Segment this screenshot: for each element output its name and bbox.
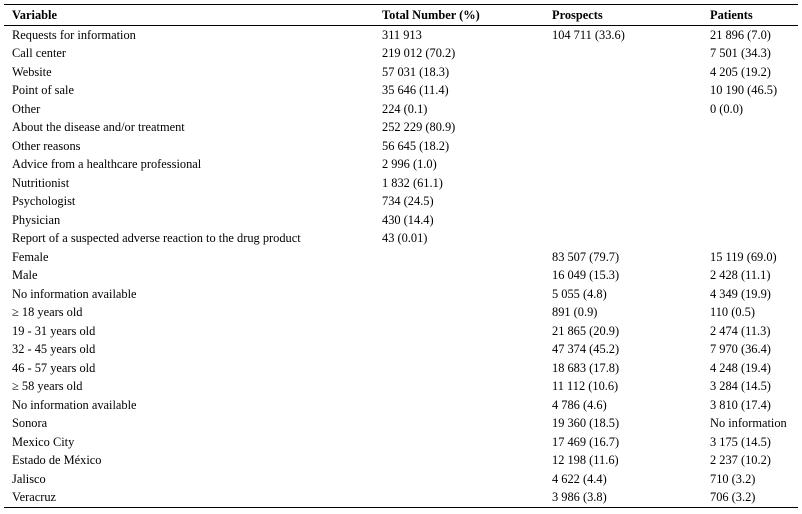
table-row bbox=[4, 414, 798, 433]
prospects-cell: 16 049 (15.3) bbox=[552, 268, 620, 282]
table-row bbox=[4, 100, 798, 119]
prospects-cell bbox=[544, 229, 702, 248]
prospects-cell bbox=[544, 118, 702, 137]
table-row bbox=[4, 81, 798, 100]
table-row bbox=[4, 44, 798, 63]
table-row bbox=[4, 25, 798, 44]
total-number-cell: 252 229 (80.9) bbox=[382, 120, 456, 134]
total-number-cell: 1 832 (61.1) bbox=[382, 175, 443, 190]
patients-cell: 2 474 (11.3) bbox=[710, 323, 771, 338]
prospects-cell: 19 360 (18.5) bbox=[552, 416, 620, 430]
table-row bbox=[4, 470, 798, 489]
variable-cell: Jalisco bbox=[12, 471, 46, 486]
prospects-cell bbox=[544, 137, 702, 156]
header-total-number: Total Number (%) bbox=[374, 5, 544, 26]
prospects-cell: 83 507 (79.7) bbox=[552, 249, 620, 264]
prospects-cell: 5 055 (4.8) bbox=[552, 286, 607, 301]
total-number-cell: 2 996 (1.0) bbox=[382, 157, 437, 171]
table-row bbox=[4, 451, 798, 470]
variable-cell: Male bbox=[12, 268, 38, 282]
total-number-cell bbox=[374, 433, 544, 452]
patients-cell bbox=[702, 137, 798, 156]
patients-cell: 3 284 (14.5) bbox=[710, 379, 771, 393]
table-row bbox=[4, 322, 798, 341]
total-number-cell: 43 (0.01) bbox=[382, 231, 428, 245]
patients-cell: 4 248 (19.4) bbox=[710, 360, 771, 375]
total-number-cell bbox=[374, 266, 544, 285]
header-variable: Variable bbox=[4, 5, 374, 26]
patients-cell: 710 (3.2) bbox=[710, 471, 756, 486]
patients-cell: 4 349 (19.9) bbox=[710, 286, 771, 301]
variable-cell: Requests for information bbox=[12, 27, 136, 42]
prospects-cell bbox=[544, 192, 702, 211]
variable-cell: Estado de México bbox=[12, 453, 102, 467]
prospects-cell: 18 683 (17.8) bbox=[552, 360, 620, 375]
variable-cell: 19 - 31 years old bbox=[12, 323, 96, 338]
total-number-cell bbox=[374, 451, 544, 470]
table-row bbox=[4, 137, 798, 156]
table-row bbox=[4, 155, 798, 174]
variable-cell: Other reasons bbox=[12, 138, 81, 153]
variable-cell: Advice from a healthcare professional bbox=[12, 157, 202, 171]
patients-cell bbox=[702, 229, 798, 248]
table-row bbox=[4, 488, 798, 507]
patients-cell: 7 501 (34.3) bbox=[710, 46, 771, 60]
patients-cell bbox=[702, 192, 798, 211]
total-number-cell: 734 (24.5) bbox=[382, 194, 434, 208]
total-number-cell bbox=[374, 285, 544, 304]
variable-cell: About the disease and/or treatment bbox=[12, 120, 185, 134]
header-patients: Patients bbox=[702, 5, 798, 26]
prospects-cell: 4 786 (4.6) bbox=[552, 397, 607, 412]
prospects-cell: 17 469 (16.7) bbox=[552, 434, 620, 449]
total-number-cell bbox=[374, 359, 544, 378]
table-row bbox=[4, 396, 798, 415]
variable-cell: ≥ 18 years old bbox=[12, 305, 83, 319]
patients-cell: 21 896 (7.0) bbox=[710, 27, 771, 42]
patients-cell: 7 970 (36.4) bbox=[710, 342, 771, 356]
total-number-cell: 311 913 bbox=[382, 27, 422, 42]
patients-cell: 2 428 (11.1) bbox=[710, 268, 771, 282]
table-row bbox=[4, 340, 798, 359]
variable-cell: ≥ 58 years old bbox=[12, 379, 83, 393]
header-prospects: Prospects bbox=[544, 5, 702, 26]
prospects-cell bbox=[544, 174, 702, 193]
variable-cell: Sonora bbox=[12, 416, 48, 430]
prospects-cell bbox=[544, 81, 702, 100]
total-number-cell: 224 (0.1) bbox=[382, 101, 428, 116]
patients-cell bbox=[702, 155, 798, 174]
prospects-cell: 891 (0.9) bbox=[552, 305, 598, 319]
patients-cell: 4 205 (19.2) bbox=[710, 64, 771, 79]
variable-cell: Veracruz bbox=[4, 488, 374, 507]
total-number-cell: 219 012 (70.2) bbox=[382, 46, 456, 60]
table-row bbox=[4, 229, 798, 248]
table-row bbox=[4, 433, 798, 452]
variable-cell: Website bbox=[12, 64, 52, 79]
patients-cell: No information bbox=[710, 416, 787, 430]
variable-cell: Mexico City bbox=[12, 434, 75, 449]
table-row bbox=[4, 303, 798, 322]
total-number-cell bbox=[374, 322, 544, 341]
variable-cell: 32 - 45 years old bbox=[12, 342, 96, 356]
total-number-cell bbox=[374, 340, 544, 359]
total-number-cell bbox=[374, 488, 544, 507]
patients-cell bbox=[702, 118, 798, 137]
total-number-cell: 35 646 (11.4) bbox=[382, 83, 449, 97]
total-number-cell bbox=[374, 303, 544, 322]
table-row bbox=[4, 285, 798, 304]
table-row bbox=[4, 118, 798, 137]
prospects-cell: 3 986 (3.8) bbox=[544, 488, 702, 507]
table-row bbox=[4, 211, 798, 230]
table-body bbox=[4, 25, 798, 507]
prospects-cell: 12 198 (11.6) bbox=[552, 453, 619, 467]
total-number-cell bbox=[374, 470, 544, 489]
table-row bbox=[4, 266, 798, 285]
variable-cell: Point of sale bbox=[12, 83, 74, 97]
total-number-cell: 57 031 (18.3) bbox=[382, 64, 450, 79]
table-row bbox=[4, 377, 798, 396]
patients-cell: 110 (0.5) bbox=[710, 305, 755, 319]
prospects-cell: 104 711 (33.6) bbox=[552, 27, 625, 42]
patients-cell: 10 190 (46.5) bbox=[710, 83, 778, 97]
prospects-cell bbox=[544, 155, 702, 174]
table-row bbox=[4, 248, 798, 267]
table-row bbox=[4, 359, 798, 378]
patients-cell bbox=[702, 211, 798, 230]
variable-cell: Female bbox=[12, 249, 49, 264]
total-number-cell bbox=[374, 396, 544, 415]
variable-cell: Other bbox=[12, 101, 41, 116]
patients-cell bbox=[702, 174, 798, 193]
prospects-cell bbox=[544, 44, 702, 63]
total-number-cell: 56 645 (18.2) bbox=[382, 138, 450, 153]
table-row bbox=[4, 174, 798, 193]
variable-cell: Nutritionist bbox=[12, 175, 70, 190]
prospects-cell: 47 374 (45.2) bbox=[552, 342, 620, 356]
data-table bbox=[4, 4, 798, 508]
patients-cell: 0 (0.0) bbox=[710, 101, 744, 116]
prospects-cell bbox=[544, 63, 702, 82]
variable-cell: No information available bbox=[12, 397, 137, 412]
data-table-container bbox=[4, 4, 798, 508]
variable-cell: Report of a suspected adverse reaction to the drug product bbox=[12, 231, 301, 245]
patients-cell: 15 119 (69.0) bbox=[710, 249, 777, 264]
prospects-cell: 4 622 (4.4) bbox=[552, 471, 607, 486]
variable-cell: No information available bbox=[12, 286, 137, 301]
prospects-cell bbox=[544, 100, 702, 119]
table-header bbox=[4, 5, 798, 26]
variable-cell: Psychologist bbox=[12, 194, 76, 208]
prospects-cell: 21 865 (20.9) bbox=[552, 323, 620, 338]
header-row bbox=[4, 5, 798, 26]
total-number-cell bbox=[374, 414, 544, 433]
variable-cell: Physician bbox=[12, 212, 61, 227]
prospects-cell bbox=[544, 211, 702, 230]
patients-cell: 3 810 (17.4) bbox=[710, 397, 771, 412]
prospects-cell: 11 112 (10.6) bbox=[552, 379, 619, 393]
variable-cell: Call center bbox=[12, 46, 67, 60]
table-row bbox=[4, 63, 798, 82]
table-row bbox=[4, 192, 798, 211]
variable-cell: 46 - 57 years old bbox=[12, 360, 96, 375]
total-number-cell: 430 (14.4) bbox=[382, 212, 434, 227]
patients-cell: 706 (3.2) bbox=[702, 488, 798, 507]
total-number-cell bbox=[374, 248, 544, 267]
total-number-cell bbox=[374, 377, 544, 396]
patients-cell: 2 237 (10.2) bbox=[710, 453, 771, 467]
patients-cell: 3 175 (14.5) bbox=[710, 434, 771, 449]
